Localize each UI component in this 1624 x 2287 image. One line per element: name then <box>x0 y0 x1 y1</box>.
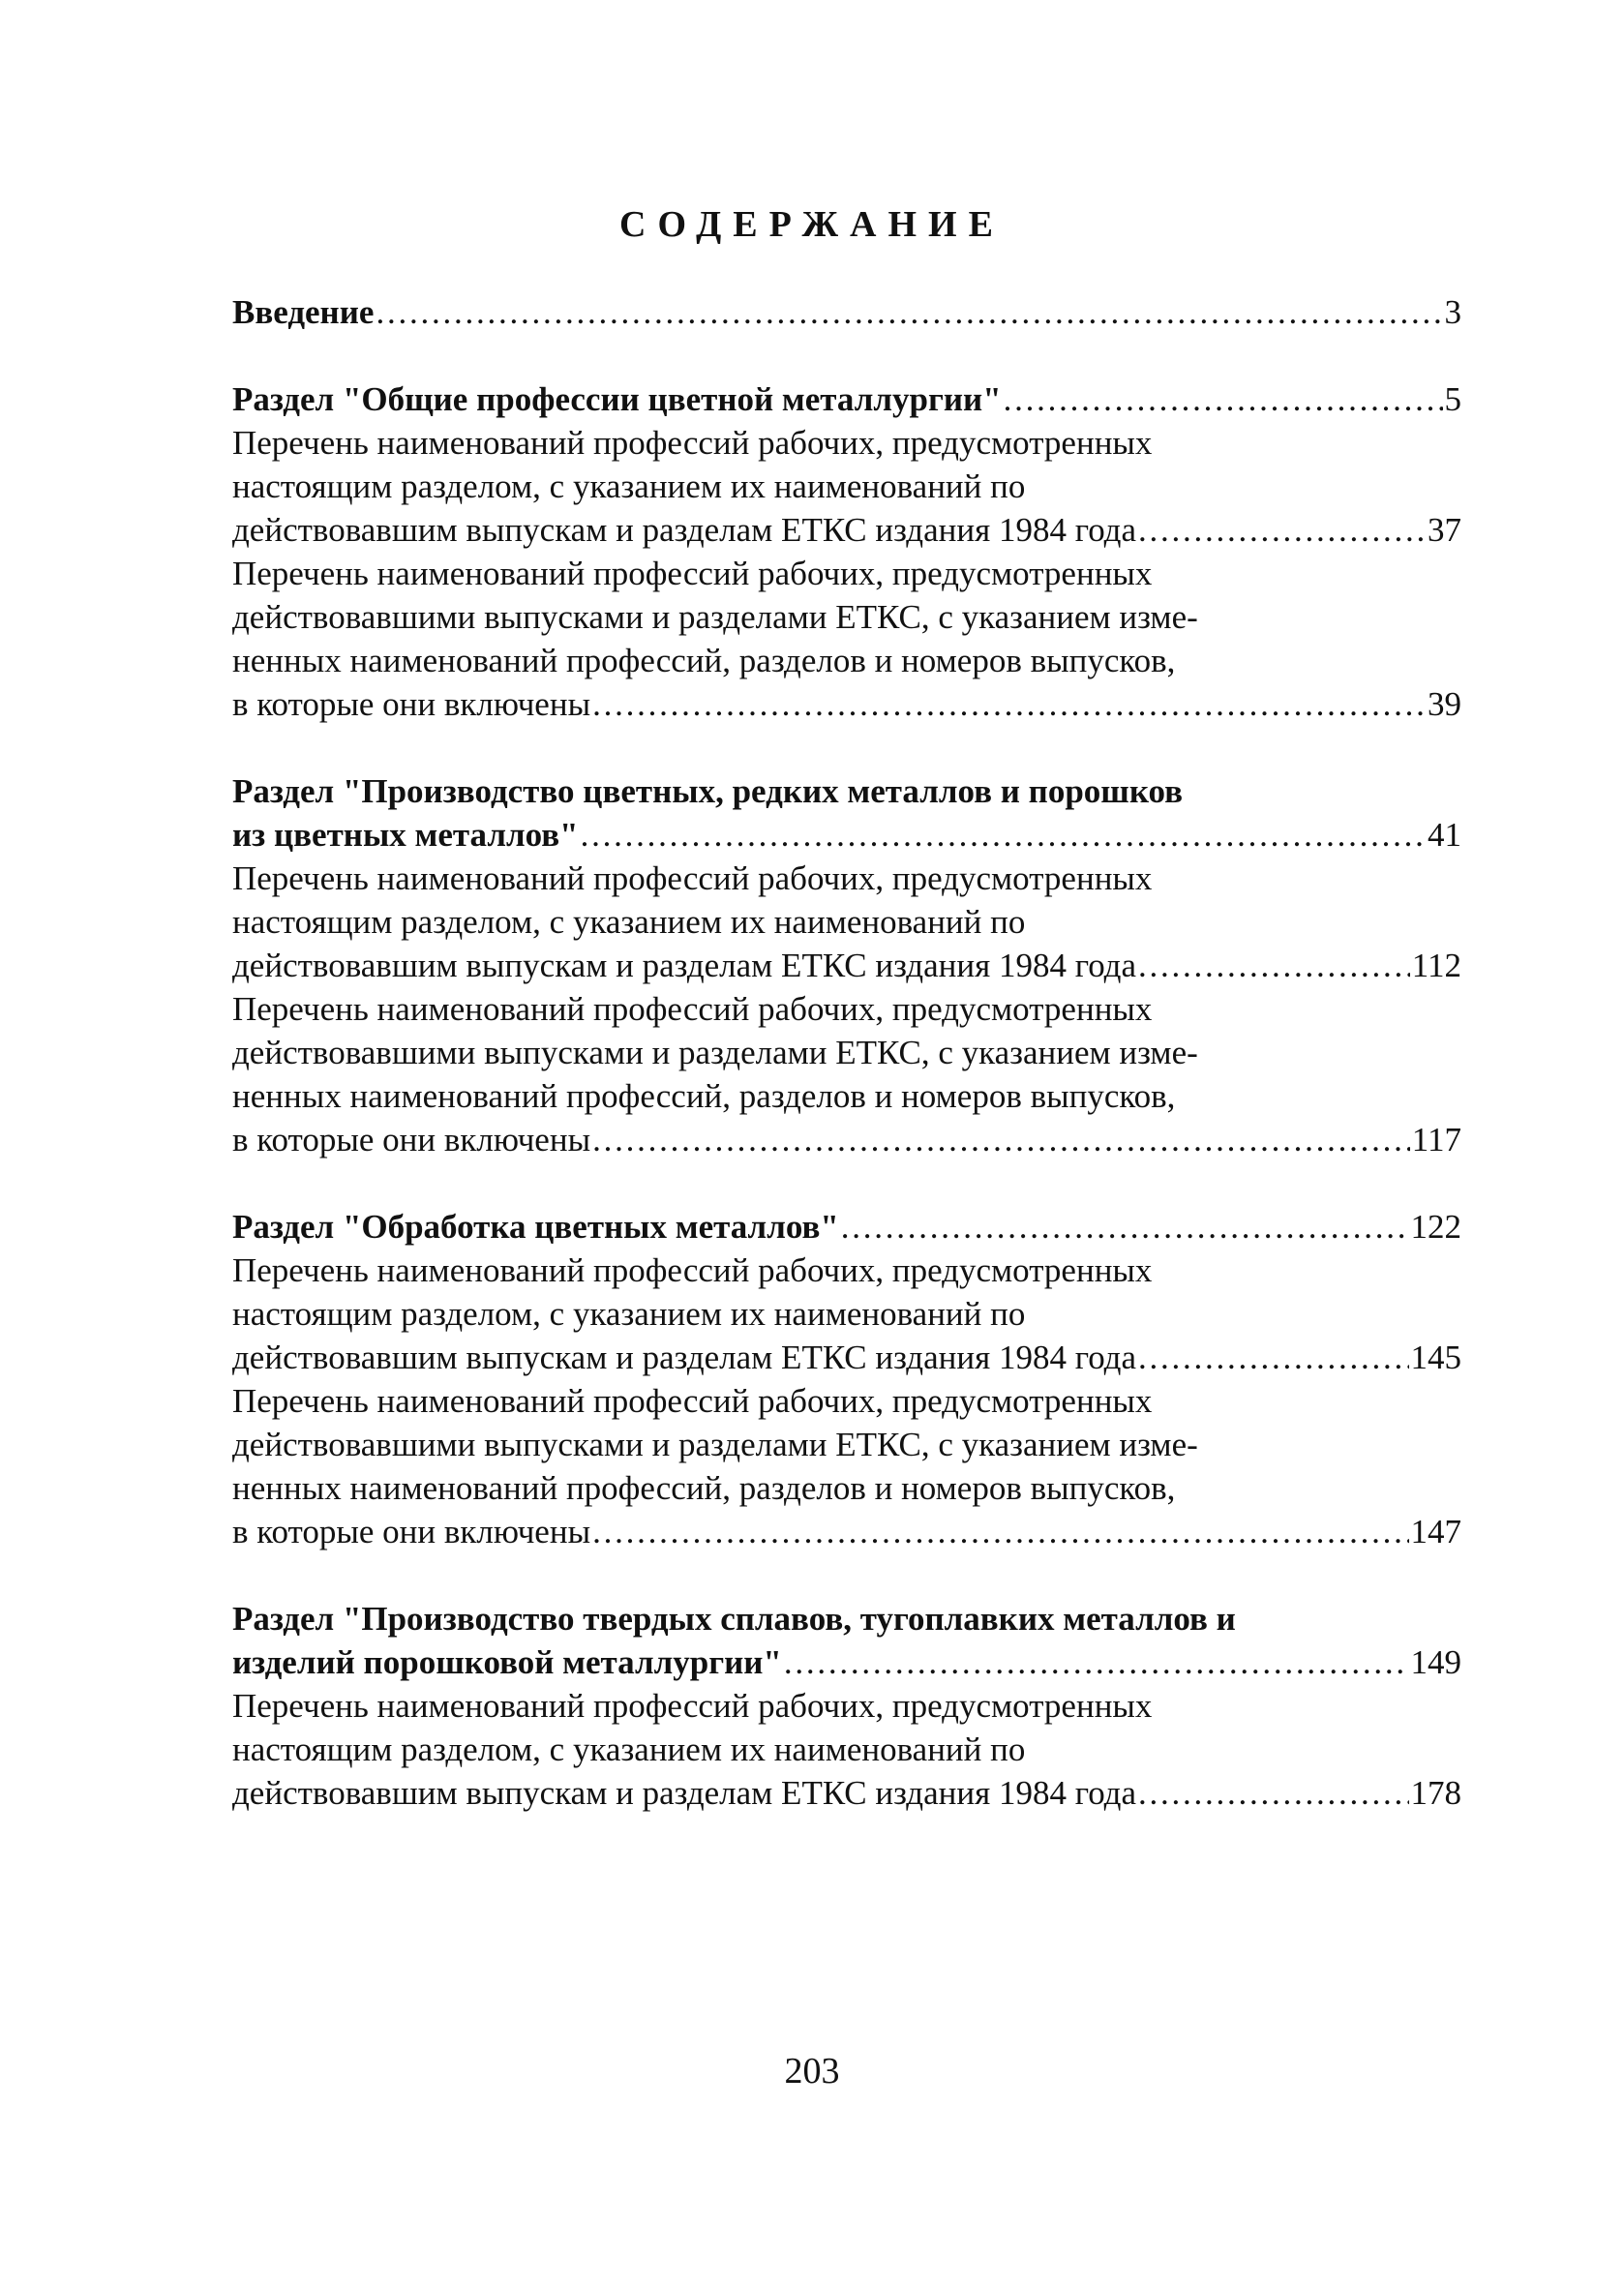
toc-line <box>232 595 1461 639</box>
toc-line-text: Перечень наименований профессий рабочих, предусмотренных <box>232 555 1153 592</box>
dot-leader <box>376 290 1442 334</box>
toc-line-text: действовавшим выпускам и разделам ЕТКС издания 1984 года <box>232 947 1137 984</box>
toc-list-entry[interactable] <box>232 552 1461 726</box>
toc-line <box>232 1510 1461 1553</box>
dot-leader <box>1004 377 1443 421</box>
toc-section-heading[interactable] <box>232 769 1461 857</box>
toc-line-text: в которые они включены <box>232 1513 591 1550</box>
toc-list-entry[interactable] <box>232 421 1461 552</box>
toc-line-text: Раздел "Производство цветных, редких металлов и порошков <box>232 772 1184 810</box>
toc-line <box>232 1640 1461 1684</box>
table-of-contents <box>232 290 1461 1815</box>
toc-line <box>232 1728 1461 1771</box>
toc-section <box>232 1205 1461 1553</box>
dot-leader <box>784 1640 1409 1684</box>
dot-leader <box>1138 944 1410 987</box>
toc-line-text: в которые они включены <box>232 685 591 723</box>
toc-line-text: действовавшими выпусками и разделами ЕТКС, с указанием изме- <box>232 1426 1198 1463</box>
toc-entry-page: 145 <box>1410 1339 1461 1376</box>
toc-line <box>232 813 1461 857</box>
toc-line <box>232 1074 1461 1118</box>
toc-list-entry[interactable] <box>232 1379 1461 1553</box>
toc-line-text: Раздел "Общие профессии цветной металлургии" <box>232 380 1002 418</box>
toc-line-text: ненных наименований профессий, разделов и номеров выпусков, <box>232 1077 1176 1115</box>
section-spacer <box>232 1161 1461 1205</box>
toc-line-text: ненных наименований профессий, разделов и номеров выпусков, <box>232 1469 1176 1507</box>
dot-leader <box>592 682 1426 726</box>
toc-line-text: из цветных металлов" <box>232 816 579 854</box>
toc-line <box>232 639 1461 682</box>
toc-line-text: действовавшими выпусками и разделами ЕТКС, с указанием изме- <box>232 1034 1198 1071</box>
toc-line <box>232 1423 1461 1466</box>
toc-line <box>232 1379 1461 1423</box>
toc-line-text: настоящим разделом, с указанием их наименований по <box>232 903 1026 941</box>
dot-leader <box>1138 1771 1408 1815</box>
toc-list-entry[interactable] <box>232 857 1461 987</box>
toc-line <box>232 421 1461 465</box>
toc-line <box>232 1292 1461 1336</box>
toc-line-text: в которые они включены <box>232 1121 591 1159</box>
toc-entry-page: 39 <box>1428 685 1461 723</box>
toc-line-text: Перечень наименований профессий рабочих, предусмотренных <box>232 1251 1153 1289</box>
toc-line-text: действовавшим выпускам и разделам ЕТКС издания 1984 года <box>232 1339 1137 1376</box>
toc-list-entry[interactable] <box>232 987 1461 1161</box>
toc-line <box>232 1684 1461 1728</box>
toc-section-heading[interactable] <box>232 1205 1461 1249</box>
dot-leader <box>841 1205 1409 1249</box>
toc-entry-page: 122 <box>1410 1208 1461 1246</box>
toc-entry-page: 3 <box>1444 293 1461 331</box>
toc-line-text: Перечень наименований профессий рабочих, предусмотренных <box>232 859 1153 897</box>
toc-line-text: Перечень наименований профессий рабочих, предусмотренных <box>232 424 1153 462</box>
toc-line-text: Перечень наименований профессий рабочих, предусмотренных <box>232 990 1153 1028</box>
toc-entry-page: 117 <box>1411 1121 1461 1159</box>
toc-entry-page: 178 <box>1410 1774 1461 1812</box>
toc-line-text: действовавшим выпускам и разделам ЕТКС издания 1984 года <box>232 511 1137 549</box>
toc-line-text: настоящим разделом, с указанием их наименований по <box>232 1295 1026 1333</box>
toc-line <box>232 987 1461 1031</box>
toc-line-text: Раздел "Производство твердых сплавов, тугоплавких металлов и <box>232 1600 1236 1638</box>
toc-line <box>232 944 1461 987</box>
dot-leader <box>1138 1336 1408 1379</box>
toc-entry-page: 5 <box>1444 380 1461 418</box>
toc-line-text: настоящим разделом, с указанием их наименований по <box>232 1730 1026 1768</box>
toc-entry-page: 147 <box>1410 1513 1461 1550</box>
toc-line <box>232 465 1461 508</box>
toc-line <box>232 1249 1461 1292</box>
toc-entry-intro[interactable] <box>232 290 1461 334</box>
toc-line-text: настоящим разделом, с указанием их наименований по <box>232 467 1026 505</box>
dot-leader <box>592 1118 1410 1161</box>
toc-line <box>232 900 1461 944</box>
toc-line <box>232 1466 1461 1510</box>
toc-line <box>232 1031 1461 1074</box>
toc-section <box>232 377 1461 726</box>
toc-line <box>232 769 1461 813</box>
toc-line-text: действовавшим выпускам и разделам ЕТКС издания 1984 года <box>232 1774 1137 1812</box>
section-spacer <box>232 1553 1461 1597</box>
toc-entry-page: 37 <box>1428 511 1461 549</box>
section-spacer <box>232 726 1461 769</box>
toc-line-text: действовавшими выпусками и разделами ЕТКС, с указанием изме- <box>232 598 1198 636</box>
toc-line-text: Перечень наименований профессий рабочих, предусмотренных <box>232 1382 1153 1420</box>
toc-line-text: изделий порошковой металлургии" <box>232 1643 782 1681</box>
toc-line <box>232 682 1461 726</box>
toc-line-text: Раздел "Обработка цветных металлов" <box>232 1208 839 1246</box>
section-spacer <box>232 334 1461 377</box>
toc-entry-title: Введение <box>232 293 375 331</box>
toc-line <box>232 1118 1461 1161</box>
toc-list-entry[interactable] <box>232 1249 1461 1379</box>
toc-line <box>232 552 1461 595</box>
page-number: 203 <box>784 2051 840 2091</box>
dot-leader <box>1138 508 1426 552</box>
toc-sections <box>232 334 1461 1815</box>
toc-section-heading[interactable] <box>232 1597 1461 1684</box>
toc-line-text: Перечень наименований профессий рабочих, предусмотренных <box>232 1687 1153 1725</box>
dot-leader <box>581 813 1426 857</box>
toc-line <box>232 1205 1461 1249</box>
toc-line <box>232 1771 1461 1815</box>
dot-leader <box>592 1510 1408 1553</box>
toc-line <box>232 857 1461 900</box>
toc-section-heading[interactable] <box>232 377 1461 421</box>
toc-line-text: ненных наименований профессий, разделов и номеров выпусков, <box>232 642 1176 679</box>
toc-line <box>232 1597 1461 1640</box>
toc-section <box>232 1597 1461 1815</box>
toc-entry-page: 112 <box>1411 947 1461 984</box>
toc-section <box>232 769 1461 1161</box>
toc-line <box>232 1336 1461 1379</box>
toc-line <box>232 377 1461 421</box>
toc-line <box>232 508 1461 552</box>
toc-list-entry[interactable] <box>232 1684 1461 1815</box>
toc-entry-page: 41 <box>1428 816 1461 854</box>
toc-entry-page: 149 <box>1410 1643 1461 1681</box>
page-title: СОДЕРЖАНИЕ <box>619 204 1005 245</box>
